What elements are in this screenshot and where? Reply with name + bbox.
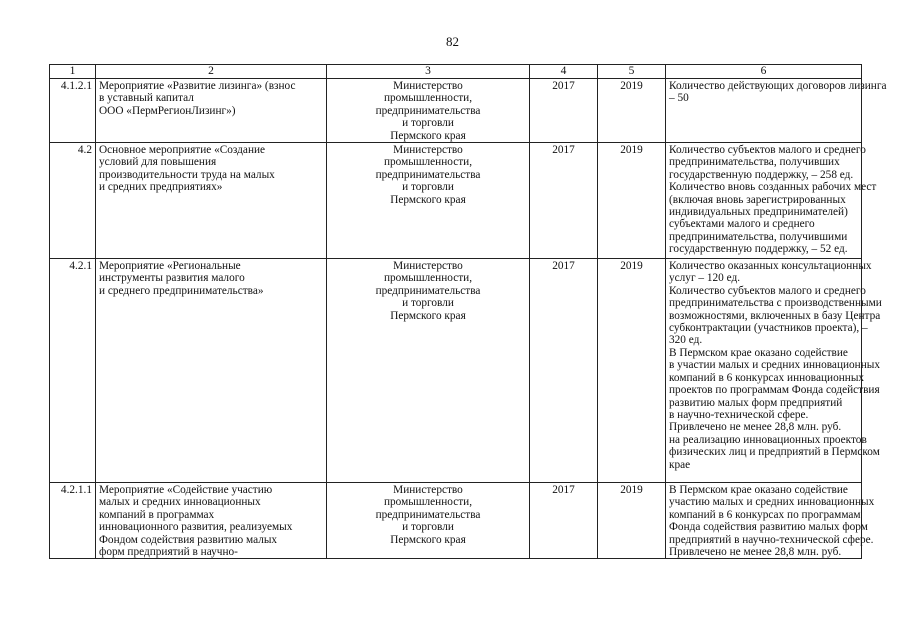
item-number-cell	[50, 483, 96, 559]
executor-cell	[327, 143, 530, 259]
end-year-cell	[598, 143, 666, 259]
result-line: 320 ед.	[669, 334, 703, 347]
end-year-cell	[598, 259, 666, 483]
result-line: В Пермском крае оказано содействие	[669, 346, 848, 359]
executor-line: и торговли	[402, 521, 454, 534]
item-name-line: Мероприятие «Региональные	[99, 260, 241, 273]
result-line: крае	[669, 458, 691, 471]
item-number-cell	[50, 79, 96, 143]
executor-line: предпринимательства	[375, 284, 481, 297]
executor-line: промышленности,	[383, 496, 473, 509]
executor-cell	[327, 79, 530, 143]
result-line: Количество субъектов малого и среднего	[669, 284, 866, 297]
executor-line: и торговли	[402, 297, 454, 310]
table-header-row	[50, 65, 862, 79]
start-year: 2017	[552, 484, 575, 497]
table-row	[50, 259, 862, 483]
start-year: 2017	[552, 80, 575, 92]
end-year: 2019	[620, 484, 643, 497]
start-year-cell	[530, 79, 598, 143]
result-line: субконтрактации (участников проекта), –	[669, 322, 868, 335]
result-cell	[666, 259, 882, 483]
result-line: физических лиц и предприятий в Пермском	[669, 446, 880, 459]
item-name-line: Фондом содействия развитию малых	[99, 533, 278, 546]
result-line: Привлечено не менее 28,8 млн. руб.	[669, 421, 842, 434]
item-name-line: малых и средних инновационных	[99, 496, 261, 509]
result-line: предпринимательства, получившими	[669, 230, 848, 243]
result-line: Количество вновь созданных рабочих мест	[669, 181, 877, 194]
executor-line: и торговли	[402, 181, 454, 194]
item-number: 4.2	[77, 144, 92, 157]
item-name-line: условий для повышения	[99, 156, 217, 169]
executor-line: промышленности,	[383, 156, 473, 169]
item-name-line: Мероприятие «Развитие лизинга» (взнос	[99, 80, 296, 92]
result-line: – 50	[669, 92, 689, 105]
item-name-line: компаний в программах	[99, 508, 215, 521]
item-name-cell	[96, 143, 327, 259]
item-name-line: инструменты развития малого	[99, 272, 245, 285]
result-line: в участии малых и средних инновационных	[669, 359, 881, 372]
executor-line: предпринимательства	[375, 508, 481, 521]
result-line: В Пермском крае оказано содействие	[669, 484, 848, 497]
start-year-cell	[530, 483, 598, 559]
result-line: в научно-технической сфере.	[669, 408, 809, 421]
executor-line: предпринимательства	[375, 168, 481, 181]
end-year: 2019	[620, 80, 643, 92]
executor-line: предпринимательства	[375, 104, 481, 117]
start-year-cell	[530, 259, 598, 483]
result-line: компаний в 6 конкурсах инновационных	[669, 371, 865, 384]
table-row	[50, 79, 862, 143]
item-number: 4.1.2.1	[60, 80, 92, 92]
item-name-line: Основное мероприятие «Создание	[99, 144, 266, 157]
item-number-cell	[50, 259, 96, 483]
start-year: 2017	[552, 260, 575, 273]
result-line: Количество оказанных консультационных	[669, 260, 872, 273]
result-line: возможностями, включенных в базу Центра	[669, 309, 881, 322]
table-row	[50, 483, 862, 559]
column-header: 5	[598, 65, 666, 79]
item-number-cell	[50, 143, 96, 259]
item-name-cell	[96, 483, 327, 559]
result-cell	[666, 79, 887, 143]
item-name-cell	[96, 259, 327, 483]
executor-line: промышленности,	[383, 92, 473, 105]
table-row	[50, 143, 862, 259]
result-line: проектов по программам Фонда содействия	[669, 384, 880, 397]
result-line: Фонда содействия развитию малых форм	[669, 521, 868, 534]
result-line: услуг – 120 ед.	[669, 272, 741, 285]
executor-line: Пермского края	[390, 309, 466, 322]
item-name-line: в уставный капитал	[99, 92, 194, 105]
item-name-cell	[96, 79, 327, 143]
item-name-line: ООО «ПермРегионЛизинг»)	[99, 104, 236, 117]
item-name-line: и средних предприятиях»	[99, 181, 223, 194]
result-line: участию малых и средних инновационных	[669, 496, 875, 509]
column-header: 1	[50, 65, 96, 79]
column-header: 3	[327, 65, 530, 79]
result-line: компаний в 6 конкурсах по программам	[669, 508, 861, 521]
result-line: предприятий в научно-технической сфере.	[669, 533, 874, 546]
column-header: 4	[530, 65, 598, 79]
result-line: Количество действующих договоров лизинга	[669, 80, 887, 92]
result-cell	[666, 143, 877, 259]
end-year-cell	[598, 79, 666, 143]
result-line: развитию малых форм предприятий	[669, 396, 843, 409]
item-number: 4.2.1.1	[60, 484, 92, 497]
executor-line: Пермского края	[390, 533, 466, 546]
executor-line: и торговли	[402, 117, 454, 130]
executor-line: Министерство	[393, 260, 463, 273]
executor-line: Пермского края	[390, 193, 466, 206]
item-name-line: и среднего предпринимательства»	[99, 284, 264, 297]
executor-line: Министерство	[393, 484, 463, 497]
result-line: предпринимательства с производственными	[669, 297, 882, 310]
end-year-cell	[598, 483, 666, 559]
executor-cell	[327, 483, 530, 559]
result-line: на реализацию инновационных проектов	[669, 433, 867, 446]
result-line: Привлечено не менее 28,8 млн. руб.	[669, 546, 842, 559]
item-number: 4.2.1	[69, 260, 92, 273]
item-name-line: форм предприятий в научно-	[99, 546, 238, 559]
executor-line: Министерство	[393, 80, 463, 92]
executor-line: промышленности,	[383, 272, 473, 285]
end-year: 2019	[620, 144, 643, 157]
executor-cell	[327, 259, 530, 483]
column-header: 2	[96, 65, 327, 79]
item-name-line: Мероприятие «Содействие участию	[99, 484, 273, 497]
program-table	[49, 64, 887, 559]
start-year: 2017	[552, 144, 575, 157]
item-name-line: производительности труда на малых	[99, 168, 275, 181]
item-name-line: инновационного развития, реализуемых	[99, 521, 293, 534]
result-line: индивидуальных предпринимателей)	[669, 206, 848, 219]
result-line: государственную поддержку, – 258 ед.	[669, 168, 854, 181]
result-line: предпринимательства, получивших	[669, 156, 840, 169]
start-year-cell	[530, 143, 598, 259]
page-number: 82	[446, 34, 459, 49]
column-header: 6	[666, 65, 862, 79]
end-year: 2019	[620, 260, 643, 273]
result-line: (включая вновь зарегистрированных	[669, 193, 846, 206]
result-line: Количество субъектов малого и среднего	[669, 144, 866, 157]
executor-line: Пермского края	[390, 129, 466, 142]
result-line: субъектами малого и среднего	[669, 218, 815, 231]
result-cell	[666, 483, 875, 559]
result-line: государственную поддержку, – 52 ед.	[669, 243, 848, 256]
executor-line: Министерство	[393, 144, 463, 157]
